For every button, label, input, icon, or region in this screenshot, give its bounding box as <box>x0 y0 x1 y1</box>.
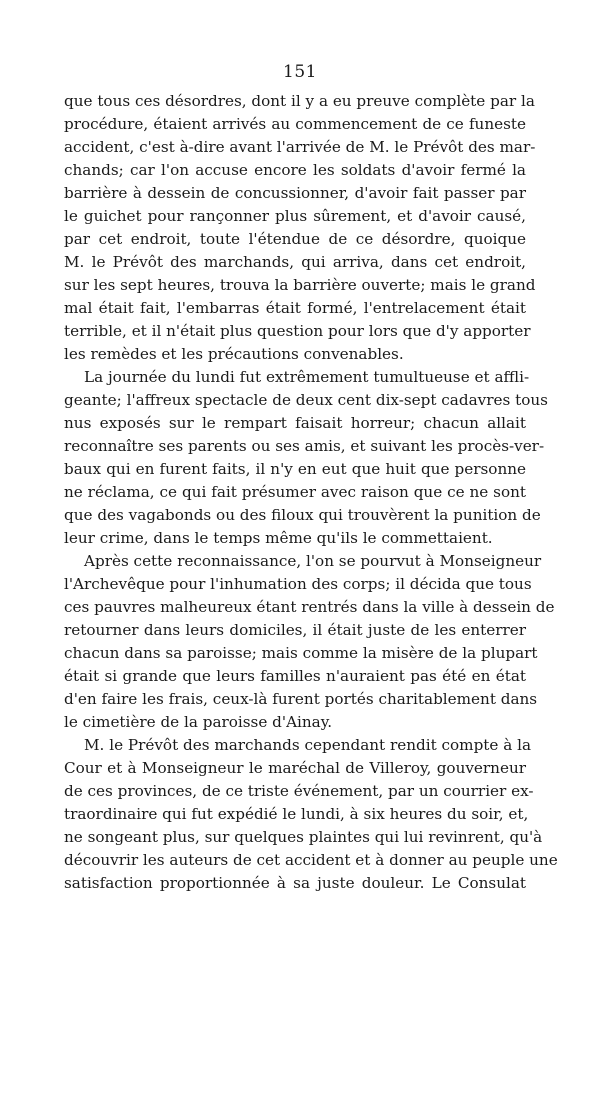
paragraph <box>64 734 558 895</box>
text-line: sur les sept heures, trouva la barrière ouverte; mais le grand <box>64 276 536 294</box>
text-line: mal était fait, l'embarras était formé, l'entrelacement était <box>64 299 526 317</box>
text-line: traordinaire qui fut expédié le lundi, à six heures du soir, et, <box>64 805 529 823</box>
text-line: par cet endroit, toute l'étendue de ce désordre, quoique <box>64 230 526 248</box>
text-line: Après cette reconnaissance, l'on se pourvut à Monseigneur <box>84 552 542 570</box>
text-line: satisfaction proportionnée à sa juste douleur. Le Consulat <box>64 874 526 892</box>
text-line: retourner dans leurs domiciles, il était juste de les enterrer <box>64 621 526 639</box>
text-line: que tous ces désordres, dont il y a eu preuve complète par la <box>64 92 535 110</box>
text-line: les remèdes et les précautions convenables. <box>64 345 404 363</box>
text-line: baux qui en furent faits, il n'y en eut que huit que personne <box>64 460 526 478</box>
text-line: M. le Prévôt des marchands, qui arriva, dans cet endroit, <box>64 253 526 271</box>
body-text <box>64 90 558 895</box>
text-line: découvrir les auteurs de cet accident et à donner au peuple une <box>64 851 558 869</box>
text-line: barrière à dessein de concussionner, d'avoir fait passer par <box>64 184 526 202</box>
text-line: d'en faire les frais, ceux-là furent portés charitablement dans <box>64 690 538 708</box>
text-line: nus exposés sur le rempart faisait horreur; chacun allait <box>64 414 526 432</box>
paragraph <box>64 550 555 734</box>
text-line: terrible, et il n'était plus question pour lors que d'y apporter <box>64 322 531 340</box>
text-line: Cour et à Monseigneur le maréchal de Villeroy, gouverneur <box>64 759 526 777</box>
text-line: geante; l'affreux spectacle de deux cent dix-sept cadavres tous <box>64 391 548 409</box>
text-line: que des vagabonds ou des filoux qui trouvèrent la punition de <box>64 506 541 524</box>
text-line: chands; car l'on accuse encore les soldats d'avoir fermé la <box>64 161 526 179</box>
text-line: reconnaître ses parents ou ses amis, et suivant les procès-ver- <box>64 437 545 455</box>
text-line: chacun dans sa paroisse; mais comme la misère de la plupart <box>64 644 538 662</box>
text-line: était si grande que leurs familles n'auraient pas été en état <box>64 667 526 685</box>
page-number: 151 <box>283 62 317 82</box>
text-line: ne songeant plus, sur quelques plaintes qui lui revinrent, qu'à <box>64 828 543 846</box>
text-line: ces pauvres malheureux étant rentrés dans la ville à dessein de <box>64 598 555 616</box>
text-line: accident, c'est à-dire avant l'arrivée de M. le Prévôt des mar- <box>64 138 536 156</box>
text-line: ne réclama, ce qui fait présumer avec raison que ce ne sont <box>64 483 526 501</box>
text-line: leur crime, dans le temps même qu'ils le commettaient. <box>64 529 493 547</box>
paragraph <box>64 366 548 550</box>
text-line: M. le Prévôt des marchands cependant rendit compte à la <box>84 736 532 754</box>
text-line: l'Archevêque pour l'inhumation des corps; il décida que tous <box>64 575 532 593</box>
text-line: procédure, étaient arrivés au commencement de ce funeste <box>64 115 526 133</box>
text-line: de ces provinces, de ce triste événement, par un courrier ex- <box>64 782 534 800</box>
text-line: le guichet pour rançonner plus sûrement, et d'avoir causé, <box>64 207 526 225</box>
paragraph <box>64 90 536 366</box>
text-line: le cimetière de la paroisse d'Ainay. <box>64 713 333 731</box>
text-line: La journée du lundi fut extrêmement tumultueuse et affli- <box>84 368 530 386</box>
